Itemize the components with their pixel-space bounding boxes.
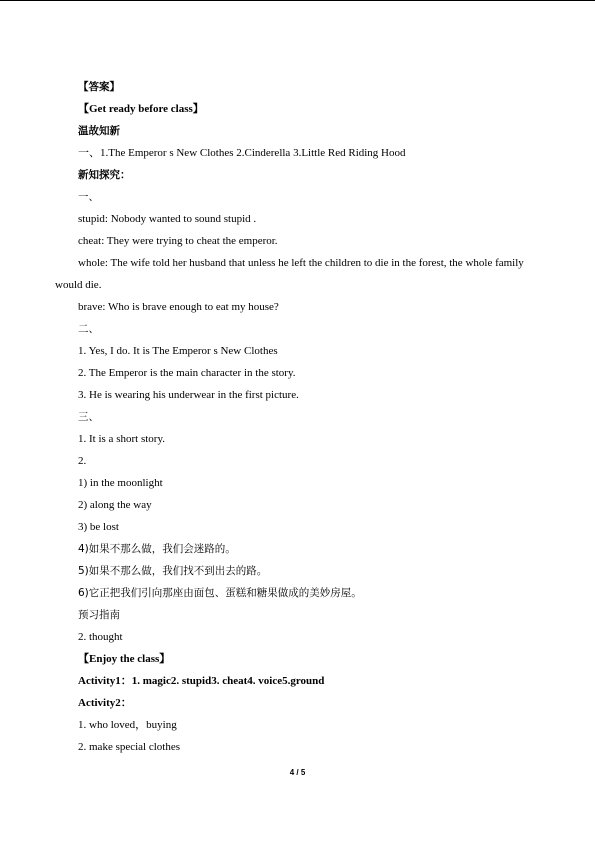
answer-line: brave: Who is brave enough to eat my house? <box>78 301 279 313</box>
answer-line: 3. He is wearing his underwear in the first picture. <box>78 389 299 401</box>
answer-line: cheat: They were trying to cheat the emperor. <box>78 235 278 247</box>
header-rule <box>0 0 595 1</box>
answer-line: 3) be lost <box>78 521 119 533</box>
answer-line: 2. <box>78 455 87 467</box>
subheading-preview-guide: 预习指南 <box>78 609 120 621</box>
page-number: 4 / 5 <box>289 768 306 777</box>
part-label-three: 三、 <box>78 411 99 423</box>
section-heading-enjoy-class: 【Enjoy the class】 <box>78 653 171 665</box>
answer-line: 1. who loved，buying <box>78 719 177 731</box>
part-label-one: 一、 <box>78 191 99 203</box>
answer-line: 1. It is a short story. <box>78 433 165 445</box>
answer-line-chinese: 4)如果不那么做，我们会迷路的。 <box>78 543 236 555</box>
answer-line: 2) along the way <box>78 499 152 511</box>
subheading-review: 温故知新 <box>78 125 120 137</box>
activity1-answers: Activity1：1. magic2. stupid3. cheat4. voice5.ground <box>78 675 325 687</box>
answer-line: 一、1.The Emperor s New Clothes 2.Cinderella 3.Little Red Riding Hood <box>78 147 406 159</box>
answer-content <box>55 76 540 758</box>
answer-line: stupid: Nobody wanted to sound stupid . <box>78 213 257 225</box>
answer-line: 1. Yes, I do. It is The Emperor s New Clothes <box>78 345 278 357</box>
answer-line-chinese: 6)它正把我们引向那座由面包、蛋糕和糖果做成的美妙房屋。 <box>78 587 362 599</box>
subheading-new-knowledge: 新知探究： <box>78 169 131 181</box>
answer-line: 1) in the moonlight <box>78 477 163 489</box>
answer-line: 2. make special clothes <box>78 741 181 753</box>
answer-heading: 【答案】 <box>78 81 120 93</box>
activity2-label: Activity2： <box>78 697 132 709</box>
answer-line-wrapped: whole: The wife told her husband that unless he left the children to die in the forest, the whole family would die. <box>55 257 524 291</box>
answer-line: 2. The Emperor is the main character in the story. <box>78 367 296 379</box>
activity1-line <box>55 670 540 692</box>
answer-line-chinese: 5)如果不那么做，我们找不到出去的路。 <box>78 565 268 577</box>
part-label-two: 二、 <box>78 323 99 335</box>
answer-line: 2. thought <box>78 631 123 643</box>
section-heading-get-ready: 【Get ready before class】 <box>78 103 204 115</box>
